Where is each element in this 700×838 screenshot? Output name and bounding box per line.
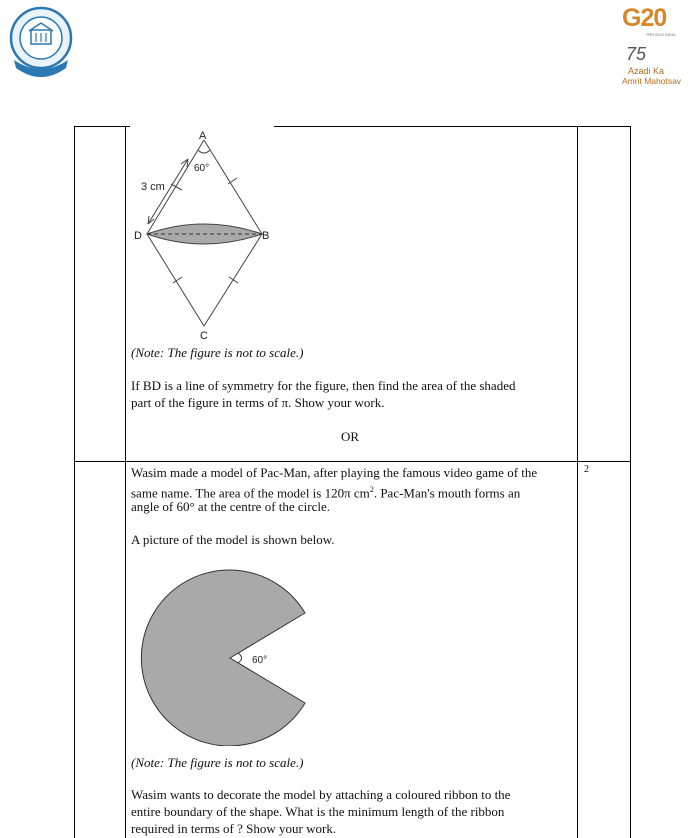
pacman-angle-label: 60° [252,655,268,666]
q1-question-line2: part of the figure in terms of π. Show your work. [131,395,385,410]
q2-note: (Note: The figure is not to scale.) [131,755,304,770]
g20-label: G20 [622,4,667,32]
q2-marks: 2 [584,464,589,475]
g20-logo [620,4,686,42]
q2-picture-line: A picture of the model is shown below. [131,532,335,547]
q1-note: (Note: The figure is not to scale.) [131,345,304,360]
q1-question-line1: If BD is a line of symmetry for the figure, then find the area of the shaded [131,378,516,393]
side-ab [204,140,262,234]
label-a: A [199,130,207,142]
angle-label-a: 60° [194,163,210,174]
azadi-line1: Azadi Ka [628,66,665,76]
azadi-line2: Amrit Mahotsav [622,76,682,86]
q2-intro-line2-pre: same name. The area of the model is 120π cm [131,485,370,501]
azadi-mark-icon: 75 [626,44,647,64]
table-row-divider [74,461,631,462]
table-left-border [74,126,75,838]
q2-intro-line3: angle of 60° at the centre of the circle. [131,499,331,514]
label-d: D [134,230,142,242]
angle-arc-a [198,150,210,153]
table-top-border-left [74,126,130,127]
pacman-figure [126,556,326,746]
label-c: C [200,330,208,342]
pacman-angle-arc [238,653,242,663]
dimension-arrow-top [181,159,188,167]
kite-figure [126,126,286,346]
q2-intro-line2-post: . Pac-Man's mouth forms an [373,485,521,501]
q2-intro-line1: Wasim made a model of Pac-Man, after playing the famous video game of the [131,465,538,480]
side-cd [147,234,204,326]
q2-question-line1: Wasim wants to decorate the model by attaching a coloured ribbon to the [131,787,511,802]
cbse-emblem [8,4,74,84]
q2-question-line3: required in terms of ? Show your work. [131,821,337,836]
q2-question-line2: entire boundary of the shape. What is the minimum length of the ribbon [131,804,505,819]
q2-intro-line2-sup: 2 [369,485,374,494]
g20-sub: भारत 2023 INDIA [646,32,676,37]
q1-or: OR [341,429,360,444]
azadi-logo [620,44,694,90]
table-right-border [630,126,631,838]
side-label: 3 cm [141,181,165,193]
pacman-shape [141,570,305,746]
table-col-divider-2 [577,126,578,838]
label-b: B [262,230,270,242]
tick-cb [229,277,238,283]
